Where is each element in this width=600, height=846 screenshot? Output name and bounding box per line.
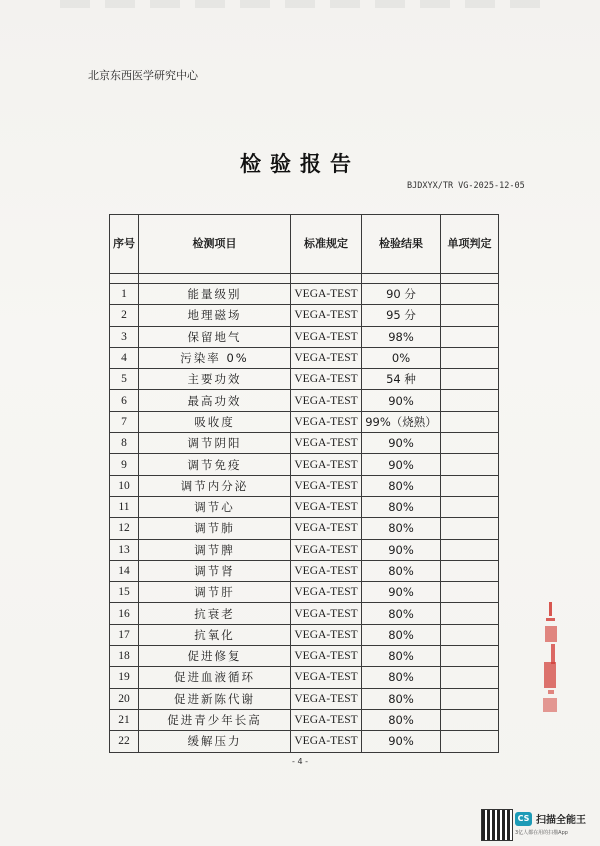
cell-result: 80% [362,603,441,624]
cell-item: 调节内分泌 [139,475,291,496]
cell-verdict [441,305,499,326]
cell-verdict [441,454,499,475]
cell-index: 8 [110,433,139,454]
cell-standard: VEGA-TEST [291,390,362,411]
camscanner-logo-icon: CS [515,812,532,826]
cell-verdict [441,731,499,752]
cell-standard: VEGA-TEST [291,603,362,624]
organization-name: 北京东西医学研究中心 [88,69,198,82]
table-row [110,582,499,603]
cell-verdict [441,369,499,390]
cell-standard: VEGA-TEST [291,454,362,475]
spacer-cell [441,274,499,284]
cell-standard: VEGA-TEST [291,326,362,347]
table-row [110,646,499,667]
cell-index: 4 [110,347,139,368]
cell-item: 调节肾 [139,560,291,581]
cell-verdict [441,688,499,709]
cell-standard: VEGA-TEST [291,539,362,560]
scanner-app-tagline: 3亿人都在用的扫描App [515,830,568,836]
cell-item: 最高功效 [139,390,291,411]
cell-index: 17 [110,624,139,645]
table-row [110,709,499,730]
cell-verdict [441,667,499,688]
cell-result: 90% [362,454,441,475]
table-row [110,731,499,752]
cell-standard: VEGA-TEST [291,369,362,390]
column-header-verdict: 单项判定 [441,215,499,274]
cell-result: 90% [362,433,441,454]
table-row [110,411,499,432]
cell-standard: VEGA-TEST [291,518,362,539]
page-number: - 4 - [292,757,308,766]
table-row [110,454,499,475]
table-row [110,560,499,581]
cell-result: 0% [362,347,441,368]
cell-index: 10 [110,475,139,496]
table-spacer-row [110,274,499,284]
cell-verdict [441,390,499,411]
cell-item: 调节心 [139,496,291,517]
table-header-row [110,215,499,274]
cell-result: 90% [362,539,441,560]
cell-verdict [441,539,499,560]
cell-standard: VEGA-TEST [291,560,362,581]
seal-stamp-icon [543,600,559,718]
cell-verdict [441,496,499,517]
cell-result: 90% [362,390,441,411]
cell-verdict [441,518,499,539]
cell-item: 抗衰老 [139,603,291,624]
cell-index: 20 [110,688,139,709]
table-row [110,326,499,347]
spacer-cell [291,274,362,284]
cell-standard: VEGA-TEST [291,582,362,603]
cell-result: 80% [362,496,441,517]
spacer-cell [110,274,139,284]
cell-standard: VEGA-TEST [291,667,362,688]
table-row [110,475,499,496]
cell-standard: VEGA-TEST [291,709,362,730]
cell-verdict [441,433,499,454]
cell-result: 90% [362,731,441,752]
table-row [110,305,499,326]
qr-code-icon [481,809,513,841]
cell-standard: VEGA-TEST [291,646,362,667]
cell-index: 5 [110,369,139,390]
cell-item: 吸收度 [139,411,291,432]
cell-result: 95 分 [362,305,441,326]
cell-index: 2 [110,305,139,326]
table-row [110,667,499,688]
cell-index: 6 [110,390,139,411]
table-row [110,433,499,454]
table-body [110,274,499,753]
cell-item: 保留地气 [139,326,291,347]
cell-item: 地理磁场 [139,305,291,326]
cell-index: 9 [110,454,139,475]
cell-standard: VEGA-TEST [291,433,362,454]
cell-verdict [441,582,499,603]
cell-verdict [441,475,499,496]
cell-result: 80% [362,709,441,730]
cell-index: 1 [110,284,139,305]
cell-standard: VEGA-TEST [291,305,362,326]
cell-standard: VEGA-TEST [291,347,362,368]
inspection-table [109,214,499,753]
cell-verdict [441,560,499,581]
cell-standard: VEGA-TEST [291,731,362,752]
cell-result: 99%（烧熟） [362,411,441,432]
table-row [110,603,499,624]
cell-verdict [441,411,499,432]
cell-verdict [441,347,499,368]
cell-item: 缓解压力 [139,731,291,752]
table-row [110,369,499,390]
cell-index: 11 [110,496,139,517]
cell-standard: VEGA-TEST [291,688,362,709]
cell-item: 促进新陈代谢 [139,688,291,709]
cell-index: 16 [110,603,139,624]
table-row [110,518,499,539]
table-row [110,347,499,368]
cell-index: 22 [110,731,139,752]
red-seal-fragment [543,600,559,718]
cell-verdict [441,624,499,645]
cell-item: 主要功效 [139,369,291,390]
cell-index: 3 [110,326,139,347]
cell-item: 污染率 0% [139,347,291,368]
column-header-result: 检验结果 [362,215,441,274]
cell-item: 调节肝 [139,582,291,603]
cell-standard: VEGA-TEST [291,475,362,496]
cell-item: 调节肺 [139,518,291,539]
cell-standard: VEGA-TEST [291,411,362,432]
cell-verdict [441,646,499,667]
cell-index: 13 [110,539,139,560]
cell-item: 调节阴阳 [139,433,291,454]
cell-index: 15 [110,582,139,603]
column-header-item: 检测项目 [139,215,291,274]
cell-standard: VEGA-TEST [291,624,362,645]
cell-item: 促进青少年长高 [139,709,291,730]
cell-result: 80% [362,646,441,667]
cell-index: 18 [110,646,139,667]
cell-index: 7 [110,411,139,432]
cell-item: 促进修复 [139,646,291,667]
spacer-cell [362,274,441,284]
report-title: 检验报告 [240,151,360,176]
cell-verdict [441,709,499,730]
cell-result: 80% [362,518,441,539]
cell-verdict [441,284,499,305]
scanner-app-name: 扫描全能王 [536,815,586,826]
cell-verdict [441,603,499,624]
cell-result: 80% [362,624,441,645]
cell-verdict [441,326,499,347]
table-row [110,539,499,560]
cell-result: 90 分 [362,284,441,305]
cell-standard: VEGA-TEST [291,496,362,517]
column-header-index: 序号 [110,215,139,274]
cell-item: 促进血液循环 [139,667,291,688]
table-row [110,284,499,305]
table-row [110,390,499,411]
column-header-standard: 标准规定 [291,215,362,274]
cell-result: 80% [362,667,441,688]
cell-result: 80% [362,560,441,581]
cell-item: 调节脾 [139,539,291,560]
show-through-text [60,0,540,8]
cell-index: 19 [110,667,139,688]
cell-result: 98% [362,326,441,347]
cell-index: 14 [110,560,139,581]
cell-standard: VEGA-TEST [291,284,362,305]
cell-item: 调节免疫 [139,454,291,475]
cell-item: 能量级别 [139,284,291,305]
cell-index: 21 [110,709,139,730]
cell-result: 54 种 [362,369,441,390]
cell-result: 80% [362,475,441,496]
spacer-cell [139,274,291,284]
cell-index: 12 [110,518,139,539]
cell-item: 抗氧化 [139,624,291,645]
cell-result: 90% [362,582,441,603]
table-row [110,688,499,709]
document-number: BJDXYX/TR VG-2025-12-05 [407,181,525,191]
cell-result: 80% [362,688,441,709]
table-row [110,624,499,645]
table-row [110,496,499,517]
